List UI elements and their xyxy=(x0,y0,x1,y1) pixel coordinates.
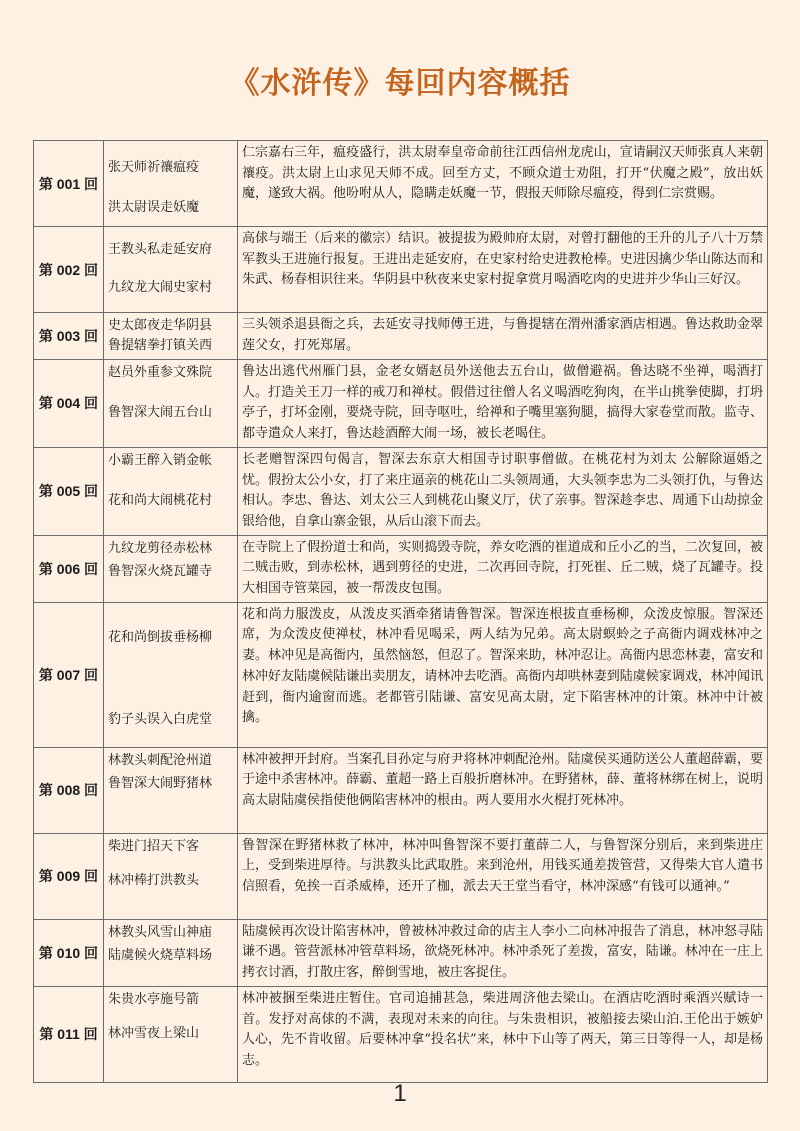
table-row xyxy=(34,313,768,360)
chapter-number: 第 007 回 xyxy=(34,602,104,747)
chapter-title-second: 林冲棒打洪教头 xyxy=(108,872,200,888)
chapter-summary: 高俅与端王（后来的徽宗）结识。被提拔为殿帅府太尉，对曾打翻他的王升的儿子八十万禁军教头王进施行报复。王进出走延安府，在史家村给史进教枪棒。史进因擒少华山陈达而和朱武、杨春相识往来。华阴县中秋夜来史家村捉拿赏月喝酒吃肉的史进并少华山三好汉。 xyxy=(238,227,768,313)
chapter-number: 第 010 回 xyxy=(34,919,104,986)
chapter-title-first: 朱贵水亭施号箭 xyxy=(108,991,200,1007)
chapter-title-first: 林教头刺配沧州道 xyxy=(108,752,213,768)
chapter-title-second: 洪太尉误走妖魔 xyxy=(108,200,200,215)
chapter-summary: 陆虞候再次设计陷害林冲，曾被林冲救过命的店主人李小二向林冲报告了消息，林冲怒寻陆谦不遇。管营派林冲管草料场，欲烧死林冲。林冲杀死了差拨，富安，陆谦。林冲在一庄上拷衣讨酒，打散庄客，醉倒雪地，被庄客捉住。 xyxy=(238,919,768,986)
chapter-number: 第 008 回 xyxy=(34,747,104,833)
page-number: 1 xyxy=(393,1080,407,1107)
table-row xyxy=(34,447,768,535)
chapter-number: 第 011 回 xyxy=(34,986,104,1082)
chapter-title-second: 鲁智深大闹五台山 xyxy=(108,405,213,420)
chapter-summary: 林冲被捆至柴进庄暂住。官司追捕甚急，柴进周济他去梁山。在酒店吃酒时乘酒兴赋诗一首。发抒对高俅的不满，表现对未来的向往。与朱贵相识，被船接去梁山泊.王伦出于嫉妒人心，先不肯收留。后要林冲拿“投名状”来，林中下山等了两天，第三日等得一人，却是杨志。 xyxy=(238,986,768,1082)
chapter-title-first: 小霸王醉入销金帐 xyxy=(108,452,213,468)
chapter-titles xyxy=(104,141,238,227)
chapter-title-second: 鲁智深火烧瓦罐寺 xyxy=(108,563,213,579)
chapter-summary: 在寺院上了假扮道士和尚，实则捣毁寺院，养女吃酒的崔道成和丘小乙的当，二次复回，被二贼击败，到赤松林，遇到剪径的史进，二次再回寺院，打死崔、丘二贼，烧了瓦罐寺。投大相国寺管菜园，被一帮泼皮包围。 xyxy=(238,535,768,602)
chapter-title-first: 花和尚倒拔垂杨柳 xyxy=(108,629,213,645)
chapter-titles xyxy=(104,833,238,919)
chapter-title-first: 史太郎夜走华阴县 xyxy=(108,318,213,333)
chapter-number: 第 001 回 xyxy=(34,141,104,227)
chapter-summary: 鲁智深在野猪林救了林冲，林冲叫鲁智深不要打董薛二人，与鲁智深分别后，来到柴进庄上，受到柴进厚待。与洪教头比武取胜。来到沧州，用钱买通差拨管营，又得柴大官人遣书信照看，免挨一百杀威棒，还开了枷，派去天王堂当看守，林冲深感“有钱可以通神。” xyxy=(238,833,768,919)
chapter-summary: 花和尚力服泼皮，从泼皮买酒牵猪请鲁智深。智深连根拔直垂杨柳，众泼皮惊服。智深还席，为众泼皮使禅杖，林冲看见喝采，两人结为兄弟。高太尉螟蛉之子高衙内调戏林冲之妻。林冲见是高衙内，虽然恼怒，但忍了。智深来助，林冲忍让。高衙内思恋林妻，富安和林冲好友陆虞候陆谦出卖朋友，请林冲去吃酒。高衙内却哄林妻到陆虞候家调戏，林冲闻讯赶到，衙内逾窗而逃。老都管引陆谦、富安见高太尉，定下陷害林冲的计策。林冲中计被擒。 xyxy=(238,602,768,747)
table-row xyxy=(34,141,768,227)
table-row xyxy=(34,535,768,602)
chapter-title-first: 九纹龙剪径赤松林 xyxy=(108,540,213,556)
chapter-titles xyxy=(104,602,238,747)
chapter-number: 第 002 回 xyxy=(34,227,104,313)
chapter-summary: 林冲被押开封府。当案孔目孙定与府尹将林冲刺配沧州。陆虞侯买通防送公人董超薛霸，要于途中杀害林冲。薛霸、董超一路上百般折磨林冲。在野猪林，薛、董将林绑在树上，说明高太尉陆虞侯指使他俩陷害林冲的根由。两人要用水火棍打死林冲。 xyxy=(238,747,768,833)
table-row xyxy=(34,919,768,986)
table-row xyxy=(34,360,768,448)
chapter-number: 第 004 回 xyxy=(34,360,104,448)
chapter-titles xyxy=(104,919,238,986)
chapter-number: 第 009 回 xyxy=(34,833,104,919)
page-title: 《水浒传》每回内容概括 xyxy=(229,66,571,101)
chapter-titles xyxy=(104,986,238,1082)
chapter-titles xyxy=(104,360,238,448)
table-row xyxy=(34,833,768,919)
chapter-title-second: 林冲雪夜上梁山 xyxy=(108,1025,200,1041)
chapter-titles xyxy=(104,447,238,535)
table-row xyxy=(34,986,768,1082)
chapter-summary-table xyxy=(33,140,768,1083)
chapter-number: 第 006 回 xyxy=(34,535,104,602)
chapter-summary: 鲁达出逃代州雁门县，金老女婿赵员外送他去五台山，做僧避祸。鲁达晓不坐禅，喝酒打人。打造关王刀一样的戒刀和禅杖。假借过往僧人名义喝酒吃狗肉，在半山挑拳使脚，打坍亭子，打坏金刚，要烧寺院，回寺呕吐，给禅和子嘴里塞狗腿，搞得大家卷堂而散。监寺、都寺遣众人来打，鲁达趁酒醉大闹一场，被长老喝住。 xyxy=(238,360,768,448)
chapter-title-second: 鲁智深大闹野猪林 xyxy=(108,775,213,791)
chapter-titles xyxy=(104,227,238,313)
chapter-title-second: 鲁提辖拳打镇关西 xyxy=(108,338,213,353)
chapter-number: 第 005 回 xyxy=(34,447,104,535)
table-row xyxy=(34,747,768,833)
chapter-number: 第 003 回 xyxy=(34,313,104,360)
table-row xyxy=(34,602,768,747)
chapter-summary: 仁宗嘉右三年，瘟疫盛行，洪太尉奉皇帝命前往江西信州龙虎山，宣请嗣汉天师张真人来朝禳疫。洪太尉上山求见天师不成。回至方丈，不顾众道士劝阻，打开“伏魔之殿”，放出妖魔，遂致大祸。他吩咐从人，隐瞒走妖魔一节，假报天师除尽瘟疫，得到仁宗赏赐。 xyxy=(238,141,768,227)
chapter-summary: 三头领杀退县衙之兵，去延安寻找师傅王进，与鲁提辖在渭州潘家酒店相遇。鲁达救助金翠莲父女，打死郑屠。 xyxy=(238,313,768,360)
chapter-title-first: 张天师祈禳瘟疫 xyxy=(108,160,200,175)
chapter-titles xyxy=(104,747,238,833)
chapter-titles xyxy=(104,313,238,360)
chapter-titles xyxy=(104,535,238,602)
chapter-title-first: 柴进门招天下客 xyxy=(108,838,200,854)
chapter-title-second: 豹子头误入白虎堂 xyxy=(108,711,213,727)
chapter-title-second: 陆虞候火烧草料场 xyxy=(108,947,213,963)
chapter-summary: 长老赠智深四句偈言，智深去东京大相国寺讨职事僧做。在桃花村为刘太 公解除逼婚之忧。假扮太公小女，打了来庄逼亲的桃花山二头领周通，大头领李忠为二头领打仇，与鲁达相认。李忠、鲁达、刘太公三人到桃花山聚义厅，伏了亲事。智深趁李忠、周通下山劫掠金银给他，自拿山寨金银，从后山滚下而去。 xyxy=(238,447,768,535)
chapter-title-first: 赵员外重参文殊院 xyxy=(108,365,213,380)
chapter-title-first: 王教头私走延安府 xyxy=(108,242,213,257)
chapter-title-second: 花和尚大闹桃花村 xyxy=(108,492,213,508)
chapter-title-first: 林教头风雪山神庙 xyxy=(108,924,213,940)
table-row xyxy=(34,227,768,313)
chapter-title-second: 九纹龙大闹史家村 xyxy=(108,280,213,295)
